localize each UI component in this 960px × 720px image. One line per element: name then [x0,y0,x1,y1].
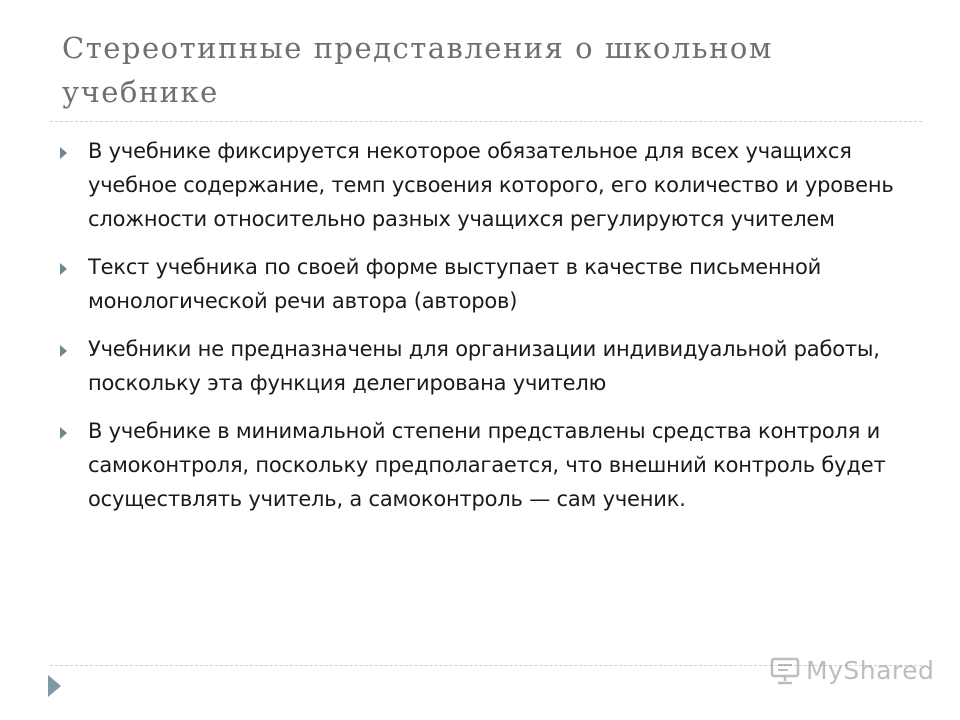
bullet-list [58,134,918,530]
bullet-arrow-icon [60,263,67,275]
watermark-text: MyShared [806,656,935,685]
presentation-board-icon [770,657,800,685]
bullet-item [58,134,918,236]
bullet-text: В учебнике в минимальной степени представлены средства контроля и самоконтроля, поскольку предполагается, что внешний контроль будет осуществлять учитель, а самоконтроль — сам ученик. [88,419,886,511]
bullet-arrow-icon [60,345,67,357]
title-divider [50,121,922,122]
bullet-arrow-icon [60,147,67,159]
bullet-text: Учебники не предназначены для организации индивидуальной работы, поскольку эта функция делегирована учителю [88,337,880,395]
bullet-item [58,332,918,400]
bullet-item [58,414,918,516]
watermark [770,656,934,685]
corner-arrow-icon [48,675,61,697]
slide-title: Стереотипные представления о школьном учебнике [62,31,773,109]
bullet-item [58,250,918,318]
bullet-text: В учебнике фиксируется некоторое обязательное для всех учащихся учебное содержание, темп усвоения которого, его количество и уровень сложности относительно разных учащихся регулируются учителем [88,139,894,231]
bullet-text: Текст учебника по своей форме выступает в качестве письменной монологической речи автора (авторов) [88,255,822,313]
bullet-arrow-icon [60,427,67,439]
